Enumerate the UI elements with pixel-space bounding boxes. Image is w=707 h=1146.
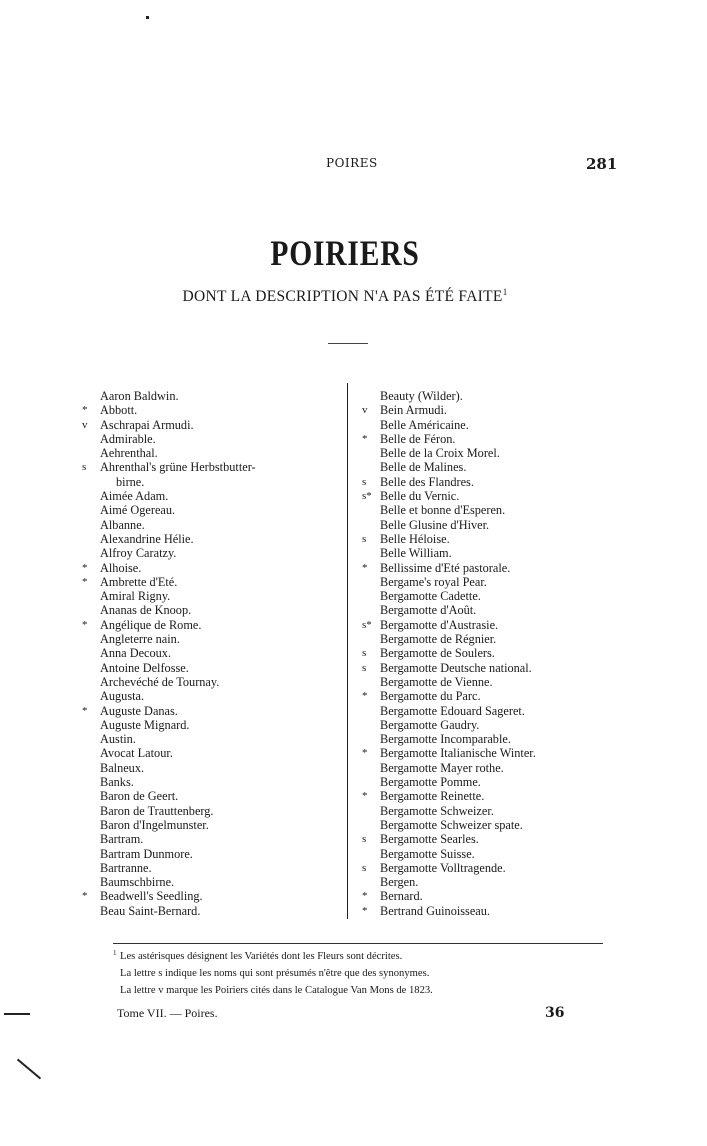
list-item [82, 546, 344, 560]
entry-name: Ambrette d'Eté. [100, 574, 178, 589]
entry-name: Belle de la Croix Morel. [380, 446, 500, 461]
list-item [362, 832, 622, 846]
list-item [362, 603, 622, 617]
entry-name: Auguste Mignard. [100, 717, 190, 732]
page-title: POIRIERS [270, 233, 420, 273]
entry-name: Aehrenthal. [100, 446, 158, 461]
entry-name: Aschrapai Armudi. [100, 417, 194, 432]
list-item [362, 561, 622, 575]
list-item [362, 475, 622, 489]
list-item [82, 861, 344, 875]
footnote-line-1 [113, 949, 403, 962]
list-item [82, 704, 344, 718]
entry-name: Beau Saint-Bernard. [100, 903, 201, 918]
list-item [362, 403, 622, 417]
entry-name: Bergamotte d'Août. [380, 603, 477, 618]
entry-name: Bergamotte Deutsche national. [380, 660, 532, 675]
entry-marker: * [82, 618, 88, 631]
entry-marker: * [82, 704, 88, 717]
entry-name: Bergamotte de Régnier. [380, 632, 497, 647]
list-item [362, 746, 622, 760]
list-item [82, 761, 344, 775]
list-item [82, 847, 344, 861]
list-item [82, 775, 344, 789]
list-item [362, 847, 622, 861]
entry-name: Abbott. [100, 403, 138, 418]
ornament-rule [328, 343, 368, 344]
list-item [82, 532, 344, 546]
entry-name: Belle du Vernic. [380, 489, 460, 504]
entry-name: Bergame's royal Pear. [380, 574, 487, 589]
entry-name: Bernard. [380, 889, 423, 904]
entry-marker: v [82, 418, 88, 431]
list-item [362, 675, 622, 689]
list-item [362, 789, 622, 803]
entry-name: Baron de Trauttenberg. [100, 803, 214, 818]
entry-name: Bergamotte Cadette. [380, 589, 481, 604]
entry-name: Bergamotte Italianische Winter. [380, 746, 536, 761]
entry-name: Bartram Dunmore. [100, 846, 193, 861]
footnote-rule [113, 943, 603, 944]
list-item [362, 460, 622, 474]
entry-marker: v [362, 404, 368, 417]
entry-name: Bergamotte du Parc. [380, 689, 481, 704]
entry-name: Alexandrine Hélie. [100, 531, 194, 546]
running-head: POIRES [326, 156, 378, 170]
entry-name: Bergamotte Gaudry. [380, 717, 480, 732]
list-item [82, 632, 344, 646]
list-item [362, 732, 622, 746]
entry-marker: * [362, 561, 368, 574]
list-item [362, 818, 622, 832]
entry-marker: * [362, 790, 368, 803]
entry-name: Archevéché de Tournay. [100, 674, 220, 689]
list-item [82, 789, 344, 803]
list-item [362, 646, 622, 660]
entry-name: birne. [116, 474, 145, 489]
entry-marker: s [362, 532, 367, 545]
entry-name: Ahrenthal's grüne Herbstbutter- [100, 460, 256, 475]
entry-name: Bartranne. [100, 860, 152, 875]
entry-name: Bergamotte de Vienne. [380, 674, 493, 689]
entry-name: Bergamotte Pomme. [380, 775, 481, 790]
list-item [82, 832, 344, 846]
list-item [362, 861, 622, 875]
list-item [82, 489, 344, 503]
list-item [82, 661, 344, 675]
list-item [362, 546, 622, 560]
entry-name: Baumschbirne. [100, 875, 175, 890]
entry-name: Bergamotte Schweizer spate. [380, 817, 523, 832]
entry-name: Augusta. [100, 689, 145, 704]
entry-marker: * [362, 690, 368, 703]
list-item [82, 732, 344, 746]
entry-marker: * [362, 890, 368, 903]
list-item [82, 432, 344, 446]
entry-marker: s [362, 647, 367, 660]
subtitle-text: DONT LA DESCRIPTION N'A PAS ÉTÉ FAITE [182, 288, 503, 306]
entry-name: Bergamotte Schweizer. [380, 803, 494, 818]
list-item [82, 561, 344, 575]
page-number: 281 [586, 155, 618, 173]
entry-name: Belle des Flandres. [380, 474, 474, 489]
footer-sheet-number: 36 [545, 1005, 565, 1021]
list-item [82, 446, 344, 460]
entry-name: Bergamotte Reinette. [380, 789, 485, 804]
list-item [82, 503, 344, 517]
list-item [82, 689, 344, 703]
entry-name: Bergen. [380, 875, 419, 890]
entry-name: Bergamotte Edouard Sageret. [380, 703, 525, 718]
entry-marker: s [362, 833, 367, 846]
entry-name: Bartram. [100, 832, 144, 847]
entry-name: Belle Héloise. [380, 531, 450, 546]
entry-marker: s* [362, 490, 372, 503]
entry-name: Alhoise. [100, 560, 142, 575]
list-item [362, 389, 622, 403]
list-item [82, 475, 344, 489]
entry-marker: s* [362, 618, 372, 631]
footer-volume: Tome VII. — Poires. [117, 1006, 218, 1020]
entry-name: Aimée Adam. [100, 489, 169, 504]
list-item [362, 418, 622, 432]
list-item [362, 589, 622, 603]
entry-marker: * [362, 747, 368, 760]
entry-name: Belle Glusine d'Hiver. [380, 517, 490, 532]
footnote-number: 1 [113, 949, 117, 957]
list-item [362, 904, 622, 918]
list-item [362, 875, 622, 889]
list-item [362, 761, 622, 775]
scan-speck [17, 1059, 41, 1080]
entry-name: Bellissime d'Eté pastorale. [380, 560, 511, 575]
list-item [82, 575, 344, 589]
entry-marker: * [82, 404, 88, 417]
right-column [362, 389, 622, 918]
list-item [82, 403, 344, 417]
entry-name: Baron de Geert. [100, 789, 179, 804]
column-divider [347, 383, 348, 919]
entry-name: Belle William. [380, 546, 452, 561]
list-item [82, 418, 344, 432]
entry-name: Angleterre nain. [100, 632, 180, 647]
list-item [362, 518, 622, 532]
entry-name: Albanne. [100, 517, 145, 532]
list-item [82, 675, 344, 689]
entry-name: Anna Decoux. [100, 646, 172, 661]
entry-name: Bergamotte Incomparable. [380, 732, 511, 747]
list-item [82, 718, 344, 732]
list-item [362, 575, 622, 589]
footnote-ref: 1 [502, 287, 508, 297]
entry-name: Antoine Delfosse. [100, 660, 189, 675]
list-item [362, 704, 622, 718]
entry-marker: * [82, 575, 88, 588]
entry-name: Belle de Malines. [380, 460, 467, 475]
entry-name: Bein Armudi. [380, 403, 447, 418]
list-item [82, 603, 344, 617]
list-item [82, 389, 344, 403]
entry-name: Ananas de Knoop. [100, 603, 192, 618]
entry-name: Amiral Rigny. [100, 589, 171, 604]
entry-name: Auguste Danas. [100, 703, 178, 718]
entry-name: Belle et bonne d'Esperen. [380, 503, 506, 518]
entry-name: Austin. [100, 732, 136, 747]
entry-marker: s [82, 461, 87, 474]
entry-name: Bertrand Guinoisseau. [380, 903, 490, 918]
entry-marker: * [362, 432, 368, 445]
entry-name: Belle Américaine. [380, 417, 469, 432]
entry-name: Bergamotte de Soulers. [380, 646, 495, 661]
entry-name: Aimé Ogereau. [100, 503, 176, 518]
list-item [362, 489, 622, 503]
entry-name: Avocat Latour. [100, 746, 173, 761]
list-item [362, 689, 622, 703]
list-item [82, 818, 344, 832]
entry-name: Bergamotte Volltragende. [380, 860, 506, 875]
footnote-text: Les astérisques désignent les Variétés dont les Fleurs sont décrites. [120, 951, 403, 962]
left-column [82, 389, 344, 918]
list-item [82, 804, 344, 818]
list-item [362, 889, 622, 903]
list-item [362, 532, 622, 546]
list-item [362, 718, 622, 732]
list-item [362, 804, 622, 818]
footnote-line-3 [120, 985, 433, 996]
list-item [82, 646, 344, 660]
entry-name: Balneux. [100, 760, 145, 775]
entry-name: Angélique de Rome. [100, 617, 202, 632]
scan-speck [146, 16, 149, 19]
entry-name: Admirable. [100, 431, 156, 446]
list-item [362, 632, 622, 646]
footnote-line-2 [120, 968, 429, 979]
entry-marker: * [82, 890, 88, 903]
list-item [82, 618, 344, 632]
entry-name: Beadwell's Seedling. [100, 889, 203, 904]
entry-name: Alfroy Caratzy. [100, 546, 177, 561]
entry-marker: s [362, 661, 367, 674]
entry-marker: * [82, 561, 88, 574]
list-item [82, 589, 344, 603]
list-item [82, 460, 344, 474]
entry-name: Baron d'Ingelmunster. [100, 817, 209, 832]
list-item [362, 775, 622, 789]
entry-marker: * [362, 904, 368, 917]
entry-name: Bergamotte Suisse. [380, 846, 475, 861]
list-item [82, 889, 344, 903]
list-item [362, 503, 622, 517]
scan-speck [4, 1013, 30, 1015]
entry-marker: s [362, 475, 367, 488]
list-item [82, 875, 344, 889]
list-item [362, 446, 622, 460]
entry-name: Aaron Baldwin. [100, 389, 179, 403]
list-item [362, 432, 622, 446]
subtitle [0, 287, 690, 306]
footnote-text: La lettre s indique les noms qui sont présumés n'être que des synonymes. [120, 968, 430, 979]
entry-name: Bergamotte Searles. [380, 832, 479, 847]
entry-name: Bergamotte d'Austrasie. [380, 617, 499, 632]
list-item [82, 904, 344, 918]
list-item [82, 518, 344, 532]
entry-name: Belle de Féron. [380, 431, 456, 446]
list-item [362, 618, 622, 632]
list-item [362, 661, 622, 675]
entry-name: Banks. [100, 775, 134, 790]
entry-name: Bergamotte Mayer rothe. [380, 760, 504, 775]
entry-name: Beauty (Wilder). [380, 389, 463, 403]
list-item [82, 746, 344, 760]
footnote-text: La lettre v marque les Poiriers cités dans le Catalogue Van Mons de 1823. [120, 985, 433, 996]
entry-marker: s [362, 861, 367, 874]
